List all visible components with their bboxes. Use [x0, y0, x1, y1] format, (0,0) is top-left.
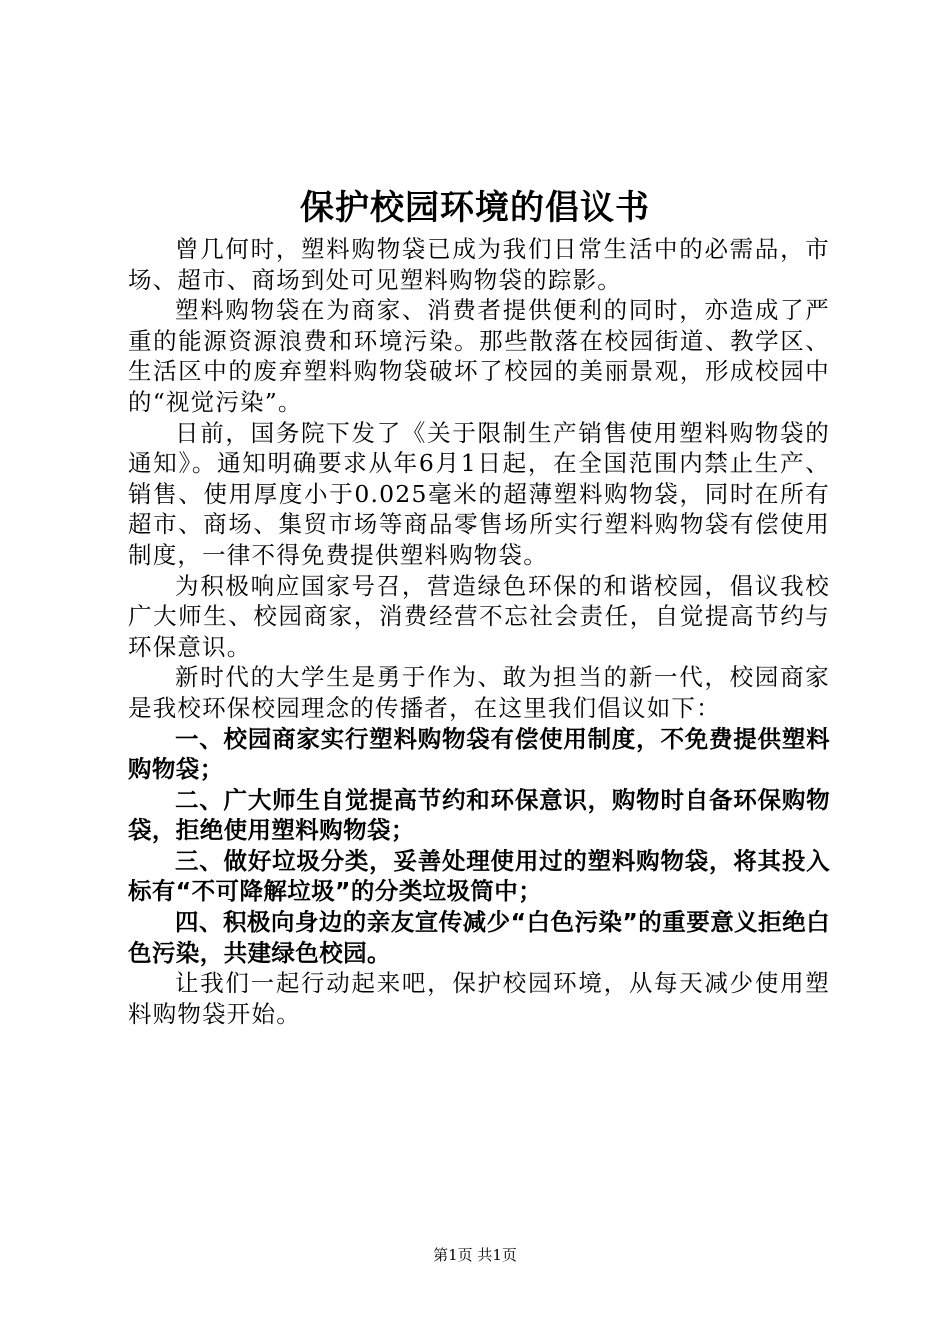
document-body: [128, 234, 830, 1029]
document-title: 保护校园环境的倡议书: [300, 188, 650, 228]
proposal-item-3: 三、做好垃圾分类，妥善处理使用过的塑料购物袋，将其投入标有“不可降解垃圾”的分类垃圾筒中；: [128, 846, 830, 906]
proposal-item-1: 一、校园商家实行塑料购物袋有偿使用制度，不免费提供塑料购物袋；: [128, 724, 830, 784]
paragraph-3: 日前，国务院下发了《关于限制生产销售使用塑料购物袋的通知》。通知明确要求从年6月1日起，在全国范围内禁止生产、销售、使用厚度小于0.025毫米的超薄塑料购物袋，同时在所有超市、商场、集贸市场等商品零售场所实行塑料购物袋有偿使用制度，一律不得免费提供塑料购物袋。: [128, 418, 830, 569]
paragraph-2: 塑料购物袋在为商家、消费者提供便利的同时，亦造成了严重的能源资源浪费和环境污染。那些散落在校园街道、教学区、生活区中的废弃塑料购物袋破坏了校园的美丽景观，形成校园中的“视觉污染”。: [128, 296, 830, 416]
paragraph-4: 为积极响应国家号召，营造绿色环保的和谐校园，倡议我校广大师生、校园商家，消费经营不忘社会责任，自觉提高节约与环保意识。: [128, 571, 830, 661]
closing-paragraph: 让我们一起行动起来吧，保护校园环境，从每天减少使用塑料购物袋开始。: [128, 969, 830, 1028]
proposal-item-2: 二、广大师生自觉提高节约和环保意识，购物时自备环保购物袋，拒绝使用塑料购物袋；: [128, 785, 830, 845]
proposal-item-4: 四、积极向身边的亲友宣传减少“白色污染”的重要意义拒绝白色污染，共建绿色校园。: [128, 908, 830, 967]
page-footer: 第1页 共1页: [433, 1246, 517, 1264]
paragraph-1: 曾几何时，塑料购物袋已成为我们日常生活中的必需品，市场、超市、商场到处可见塑料购物袋的踪影。: [128, 235, 830, 294]
paragraph-5: 新时代的大学生是勇于作为、敢为担当的新一代，校园商家是我校环保校园理念的传播者，在这里我们倡议如下：: [128, 663, 830, 722]
